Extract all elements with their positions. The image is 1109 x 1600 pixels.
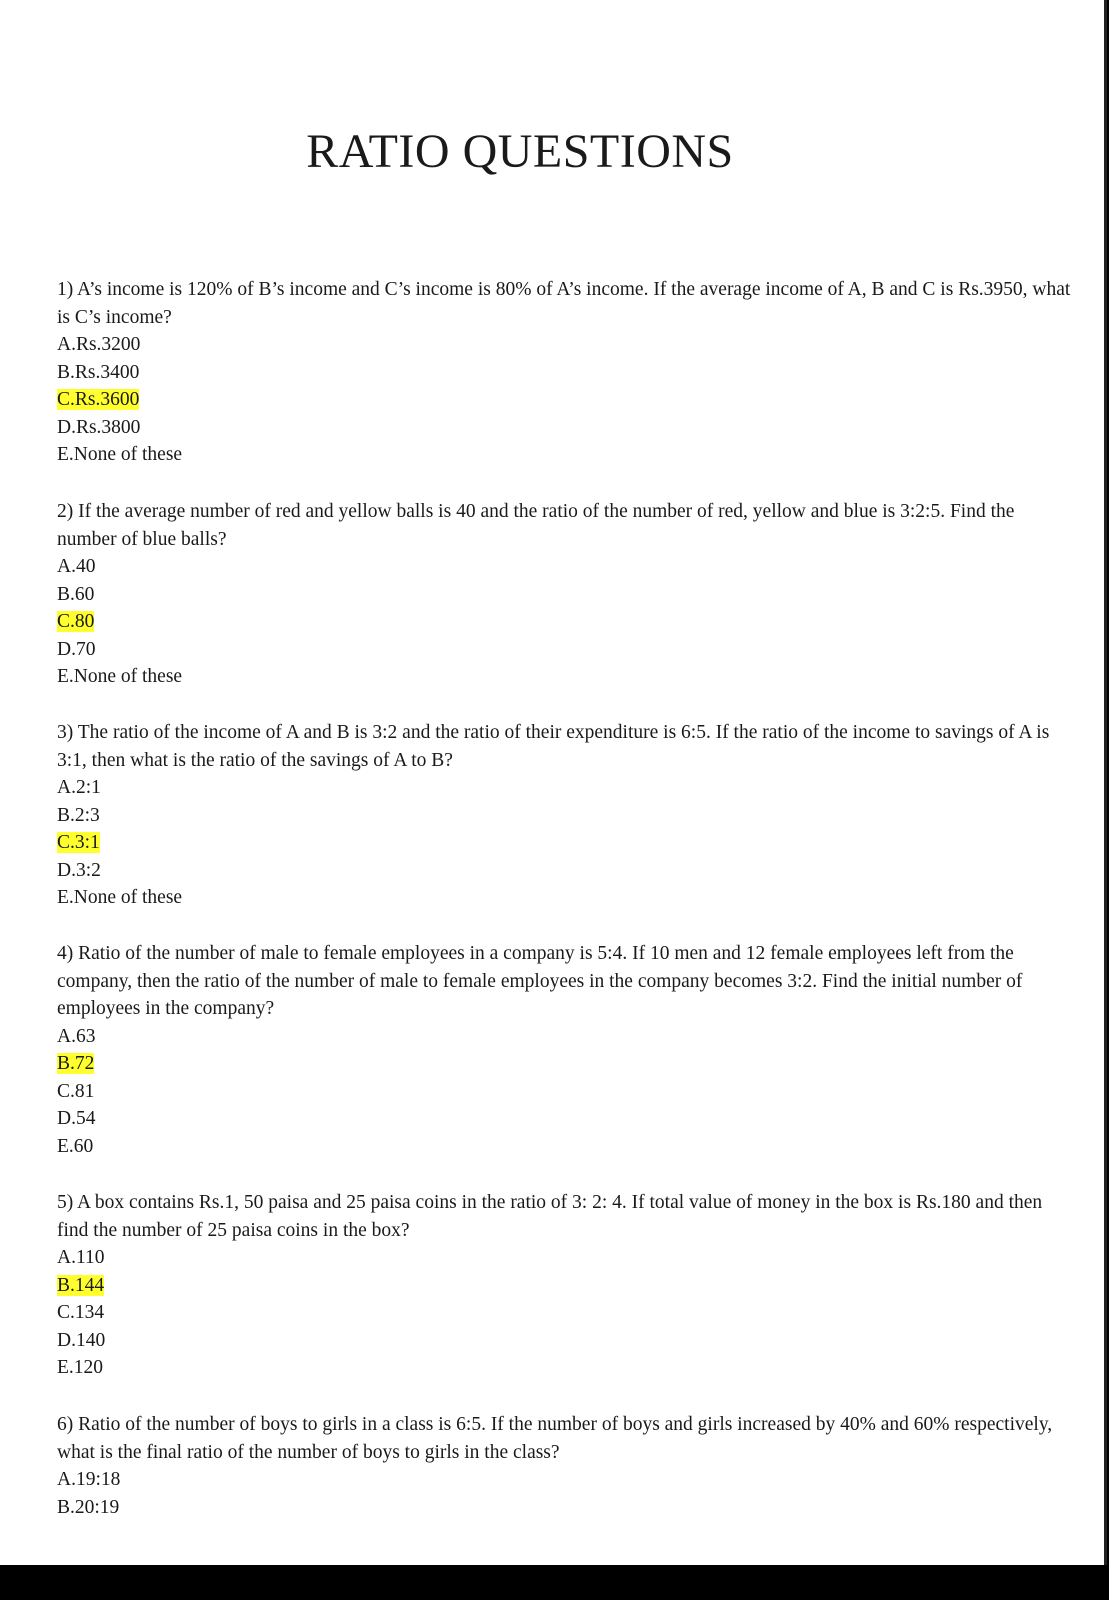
option: D.Rs.3800 [57, 416, 141, 438]
option: C.81 [57, 1080, 95, 1102]
option: D.3:2 [57, 859, 101, 881]
option: E.None of these [57, 887, 183, 908]
question-text: 1) A’s income is 120% of B’s income and C’s income is 80% of A’s income. If the average income of A, B and C is Rs.3950, what is C’s income? [57, 279, 1071, 328]
option: A.63 [57, 1025, 96, 1047]
option-highlighted: B.144 [57, 1274, 105, 1296]
option: A.2:1 [57, 777, 101, 798]
option: B.2:3 [57, 804, 100, 826]
question-3 [57, 719, 1077, 912]
option: C.134 [57, 1302, 105, 1323]
question-2 [57, 498, 1077, 691]
option: A.Rs.3200 [57, 334, 141, 355]
option: A.110 [57, 1247, 105, 1268]
question-1 [57, 276, 1077, 469]
option: E.120 [57, 1357, 104, 1378]
question-4 [57, 940, 1077, 1160]
option-highlighted: B.72 [57, 1053, 95, 1074]
question-text: 6) Ratio of the number of boys to girls in a class is 6:5. If the number of boys and girls increased by 40% and 60% respectively, what is the final ratio of the number of boys to girls in the class? [57, 1414, 1053, 1463]
option-highlighted: C.3:1 [57, 832, 100, 853]
option: A.40 [57, 556, 96, 577]
option: E.60 [57, 1135, 94, 1157]
question-text: 4) Ratio of the number of male to female employees in a company is 5:4. If 10 men and 12 female employees left from the company, then the ratio of the number of male to female employees in the company becomes 3:2. Find the initial number of employees in the company? [57, 943, 1023, 1019]
question-text: 5) A box contains Rs.1, 50 paisa and 25 paisa coins in the ratio of 3: 2: 4. If total value of money in the box is Rs.180 and then find the number of 25 paisa coins in the box? [57, 1192, 1043, 1241]
question-6 [57, 1411, 1077, 1521]
option: B.60 [57, 583, 95, 605]
option: E.None of these [57, 666, 183, 687]
page-title: RATIO QUESTIONS [306, 125, 734, 178]
option-highlighted: C.80 [57, 611, 95, 632]
question-text: 2) If the average number of red and yellow balls is 40 and the ratio of the number of red, yellow and blue is 3:2:5. Find the number of blue balls? [57, 501, 1015, 550]
option: B.20:19 [57, 1496, 120, 1518]
question-text: 3) The ratio of the income of A and B is 3:2 and the ratio of their expenditure is 6:5. If the ratio of the income to savings of A is 3:1, then what is the ratio of the savings of A to B? [57, 722, 1050, 771]
option: B.Rs.3400 [57, 361, 140, 383]
option: D.140 [57, 1329, 106, 1351]
option-highlighted: C.Rs.3600 [57, 389, 140, 410]
question-5 [57, 1189, 1077, 1382]
option: E.None of these [57, 444, 183, 465]
option: D.70 [57, 638, 96, 660]
option: D.54 [57, 1108, 96, 1129]
option: A.19:18 [57, 1469, 121, 1490]
